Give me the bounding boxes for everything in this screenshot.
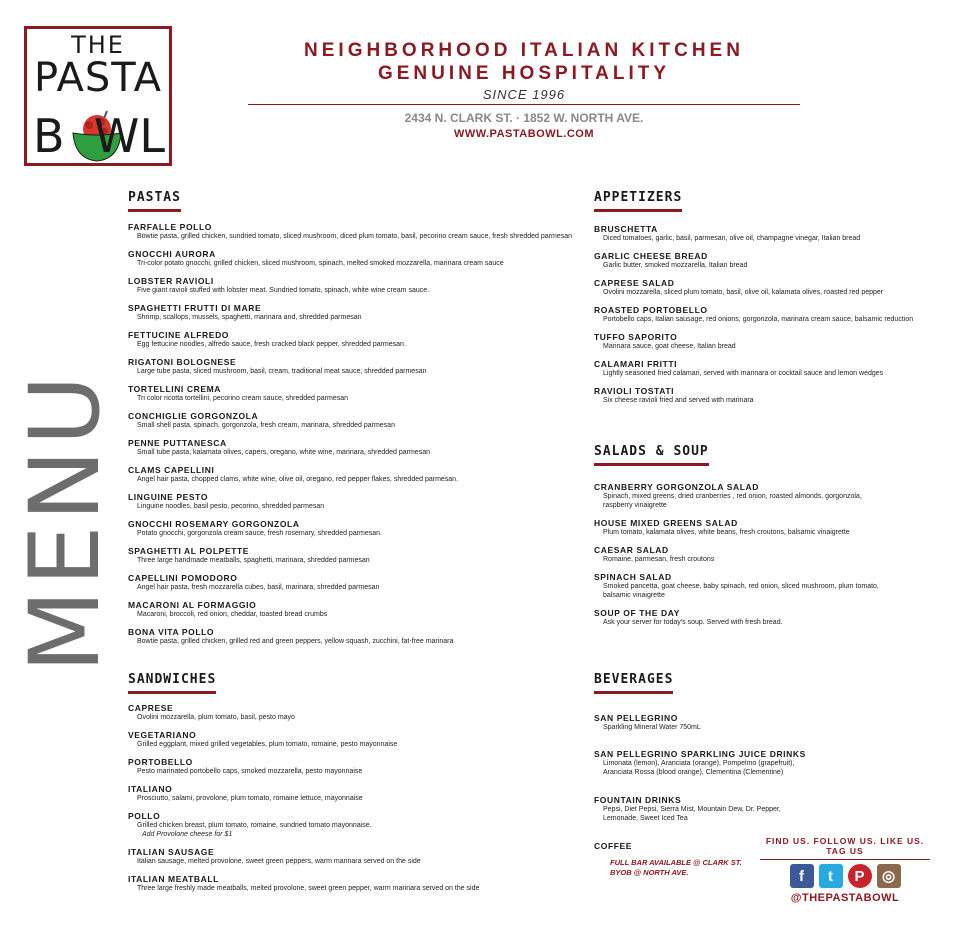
- item-desc: Bowtie pasta, grilled chicken, sundried tomato, sliced mushroom, diced plum tomato, basil, pecorino cream sauce, fresh shredded parmesan: [137, 233, 572, 240]
- salads-title: SALADS & SOUP: [594, 444, 709, 459]
- instagram-icon[interactable]: ◎: [877, 864, 901, 888]
- item-desc: Grilled eggplant, mixed grilled vegetables, plum tomato, romaine, pesto mayonnaise: [137, 741, 398, 748]
- bar-note-clark: FULL BAR AVAILABLE @ CLARK ST.: [610, 858, 742, 867]
- menu-item: [128, 600, 568, 619]
- item-desc: Smoked pancetta, goat cheese, baby spinach, red onion, sliced mushroom, plum tomato,: [603, 583, 879, 590]
- item-name: BRUSCHETTA: [594, 224, 658, 234]
- facebook-icon[interactable]: f: [790, 864, 814, 888]
- item-name: GNOCCHI ROSEMARY GORGONZOLA: [128, 519, 300, 529]
- beverages-heading: [594, 672, 673, 694]
- social-icons: [760, 864, 930, 888]
- salads-heading: [594, 444, 709, 466]
- menu-item: [128, 703, 568, 722]
- item-desc-cont: Lemonade, Sweet Iced Tea: [603, 815, 688, 822]
- item-name: GARLIC CHEESE BREAD: [594, 251, 708, 261]
- logo-b: B: [33, 109, 65, 163]
- logo-the: THE: [71, 31, 125, 59]
- item-desc: Romaine, parmesan, fresh croutons: [603, 556, 715, 563]
- item-name: HOUSE MIXED GREENS SALAD: [594, 518, 738, 528]
- item-desc: Shrimp, scallops, mussels, spaghetti, marinara and, shredded parmesan: [137, 314, 362, 321]
- menu-item: [594, 251, 979, 270]
- item-name: LOBSTER RAVIOLI: [128, 276, 214, 286]
- menu-side-title: [9, 362, 121, 682]
- item-name: POLLO: [128, 811, 161, 821]
- item-desc-cont: balsamic vinaigrette: [603, 592, 665, 599]
- menu-item: [594, 305, 979, 324]
- logo-pasta: PASTA: [33, 55, 162, 101]
- item-name: LINGUINE PESTO: [128, 492, 209, 502]
- item-desc: Prosciutto, salami, provolone, plum tomato, romaine lettuce, mayonnaise: [137, 795, 363, 802]
- item-name: PORTOBELLO: [128, 757, 193, 767]
- item-desc: Tri color ricotta tortellini, pecorino cream sauce, shredded parmesan: [137, 395, 349, 402]
- item-desc: Potato gnocchi, gorgonzola cream sauce, fresh rosemary, shredded parmesan.: [137, 530, 382, 537]
- item-desc: Egg fettucine noodles, alfredo sauce, fresh cracked black pepper, shredded parmesan.: [137, 341, 406, 348]
- item-desc: Three large freshly made meatballs, melted provolone, sweet green pepper, warm marinara served on the side: [137, 885, 480, 892]
- item-desc: Garlic butter, smoked mozzarella, Italian bread: [603, 262, 748, 269]
- item-name: ITALIANO: [128, 784, 173, 794]
- item-name: FETTUCINE ALFREDO: [128, 330, 230, 340]
- appetizers-title: APPETIZERS: [594, 190, 683, 205]
- item-desc: Three large handmade meatballs, spaghetti, marinara, shredded parmesan: [137, 557, 370, 564]
- item-desc: Ask your server for today's soup. Served with fresh bread.: [603, 619, 783, 626]
- item-desc: Limonata (lemon), Aranciata (orange), Pompelmo (grapefruit),: [603, 760, 795, 767]
- menu-item: [594, 608, 979, 627]
- menu-item: [594, 386, 979, 405]
- item-desc-cont: raspberry vinaigrette: [603, 502, 667, 509]
- item-name: SOUP OF THE DAY: [594, 608, 680, 618]
- menu-item: [128, 384, 568, 403]
- item-desc: Tri-color potato gnocchi, grilled chicken, sliced mushroom, spinach, melted smoked mozzarella, marinara cream sauce: [137, 260, 504, 267]
- menu-item: [128, 847, 568, 866]
- item-desc: Spinach, mixed greens, dried cranberries , red onion, roasted almonds, gorgonzola,: [603, 493, 862, 500]
- item-name: SPAGHETTI AL POLPETTE: [128, 546, 250, 556]
- social-handle[interactable]: @THEPASTABOWL: [790, 892, 900, 904]
- menu-item: [594, 841, 734, 851]
- item-desc: Sparkling Mineral Water 750mL: [603, 724, 701, 731]
- menu-item: [128, 573, 568, 592]
- sandwiches-title: SANDWICHES: [128, 672, 217, 687]
- menu-item: [594, 713, 979, 732]
- menu-item: [128, 730, 568, 749]
- item-name: FARFALLE POLLO: [128, 222, 212, 232]
- item-desc: Italian sausage, melted provolone, sweet green peppers, warm marinara served on the side: [137, 858, 421, 865]
- item-name: RAVIOLI TOSTATI: [594, 386, 675, 396]
- item-desc: Linguine noodles, basil pesto, pecorino, shredded parmesan: [137, 503, 325, 510]
- menu-item: [594, 482, 979, 510]
- item-name: BONA VITA POLLO: [128, 627, 215, 637]
- item-name: FOUNTAIN DRINKS: [594, 795, 682, 805]
- item-desc: Angel hair pasta, fresh mozzarella cubes, basil, marinara, shredded parmesan: [137, 584, 380, 591]
- menu-item: [594, 224, 979, 243]
- menu-item: [594, 359, 979, 378]
- menu-item: [128, 546, 568, 565]
- item-name: RIGATONI BOLOGNESE: [128, 357, 237, 367]
- twitter-icon[interactable]: t: [819, 864, 843, 888]
- item-desc: Five giant ravioli stuffed with lobster meat. Sundried tomato, spinach, white wine cream sauce.: [137, 287, 430, 294]
- tagline-kitchen: NEIGHBORHOOD ITALIAN KITCHEN: [304, 40, 744, 61]
- menu-item: [128, 303, 568, 322]
- item-name: PENNE PUTTANESCA: [128, 438, 227, 448]
- item-name: CAPRESE: [128, 703, 174, 713]
- item-name: COFFEE: [594, 841, 633, 851]
- menu-item: [594, 278, 979, 297]
- menu-item: [594, 545, 979, 564]
- item-desc-cont: Aranciata Rossa (blood orange), Clementina (Clementine): [603, 769, 784, 776]
- menu-item: [594, 795, 979, 823]
- item-name: CAPELLINI POMODORO: [128, 573, 238, 583]
- beverages-title: BEVERAGES: [594, 672, 674, 687]
- item-name: TORTELLINI CREMA: [128, 384, 222, 394]
- menu-item: [594, 518, 979, 537]
- menu-item: [128, 784, 568, 803]
- item-desc: Angel hair pasta, chopped clams, white wine, olive oil, oregano, red pepper flakes, shredded parmesan.: [137, 476, 459, 483]
- item-name: GNOCCHI AURORA: [128, 249, 216, 259]
- since-year: SINCE 1996: [482, 87, 566, 102]
- menu-item: [594, 572, 979, 600]
- item-name: CAPRESE SALAD: [594, 278, 675, 288]
- item-name: CALAMARI FRITTI: [594, 359, 678, 369]
- logo: [24, 26, 172, 166]
- item-name: ROASTED PORTOBELLO: [594, 305, 708, 315]
- pinterest-icon[interactable]: P: [848, 864, 872, 888]
- item-name: SPAGHETTI FRUTTI DI MARE: [128, 303, 262, 313]
- menu-item: [128, 492, 568, 511]
- menu-item: [594, 332, 979, 351]
- item-note: Add Provolone cheese for $1: [142, 831, 233, 838]
- menu-item: [128, 330, 568, 349]
- item-name: CLAMS CAPELLINI: [128, 465, 215, 475]
- appetizers-underline: [594, 209, 682, 212]
- beverages-underline: [594, 691, 673, 694]
- sandwiches-heading: [128, 672, 216, 694]
- header-divider: [248, 104, 800, 105]
- menu-item: [128, 276, 568, 295]
- menu-item: [128, 357, 568, 376]
- item-name: CRANBERRY GORGONZOLA SALAD: [594, 482, 759, 492]
- tagline-hospitality: GENUINE HOSPITALITY: [377, 63, 671, 84]
- menu-item: [128, 222, 572, 241]
- item-name: ITALIAN MEATBALL: [128, 874, 219, 884]
- item-name: TUFFO SAPORITO: [594, 332, 678, 342]
- item-desc: Portobello caps, Italian sausage, red onions, gorgonzola, marinara cream sauce, balsamic reduction: [603, 316, 914, 323]
- item-desc: Six cheese ravioli fried and served with marinara: [603, 397, 754, 404]
- logo-wl: WL: [93, 109, 165, 163]
- item-desc: Macaroni, broccoli, red onion, cheddar, toasted bread crumbs: [137, 611, 328, 618]
- item-desc: Bowtie pasta, grilled chicken, grilled red and green peppers, yellow squash, zucchini, fat-free marinara: [137, 638, 454, 645]
- item-desc: Pesto marinated portobello caps, smoked mozzarella, pesto mayonnaise: [137, 768, 363, 775]
- item-name: SAN PELLEGRINO SPARKLING JUICE DRINKS: [594, 749, 806, 759]
- menu-item: [128, 465, 568, 484]
- item-desc: Grilled chicken breast, plum tomato, romaine, sundried tomato mayonnaise.: [137, 822, 372, 829]
- salads-underline: [594, 463, 709, 466]
- item-name: ITALIAN SAUSAGE: [128, 847, 215, 857]
- sandwiches-underline: [128, 691, 216, 694]
- menu-item: [128, 627, 568, 646]
- menu-item: [128, 757, 568, 776]
- item-desc: Ovolini mozzarella, sliced plum tomato, basil, olive oil, kalamata olives, roasted red pepper: [603, 289, 884, 296]
- item-desc: Pepsi, Diet Pepsi, Sierra Mist, Mountain Dew, Dr. Pepper,: [603, 806, 781, 813]
- item-desc: Diced tomatoes, garlic, basil, parmesan, olive oil, champagne vinegar, Italian bread: [603, 235, 861, 242]
- item-desc: Small tube pasta, kalamata olives, capers, oregano, white wine, marinara, shredded parmesan: [137, 449, 430, 456]
- item-name: CONCHIGLIE GORGONZOLA: [128, 411, 259, 421]
- item-name: SPINACH SALAD: [594, 572, 672, 582]
- social-block: [760, 836, 930, 904]
- item-name: VEGETARIANO: [128, 730, 197, 740]
- social-tagline: FIND US. FOLLOW US. LIKE US. TAG US: [765, 836, 925, 856]
- menu-word: MENU: [9, 371, 121, 673]
- item-desc: Large tube pasta, sliced mushroom, basil, cream, traditional meat sauce, shredded parmesan: [137, 368, 427, 375]
- menu-item: [128, 519, 568, 538]
- item-desc: Plum tomato, kalamata olives, white beans, fresh croutons, balsamic vinaigrette: [603, 529, 850, 536]
- item-desc: Ovolini mozzarella, plum tomato, basil, pesto mayo: [137, 714, 295, 721]
- menu-item: [128, 249, 568, 268]
- item-desc: Marinara sauce, goat cheese, Italian bread: [603, 343, 736, 350]
- menu-item: [128, 874, 568, 893]
- bar-note: [610, 858, 742, 878]
- address: 2434 N. CLARK ST. · 1852 W. NORTH AVE.: [404, 111, 644, 125]
- website-link[interactable]: WWW.PASTABOWL.COM: [453, 128, 595, 140]
- item-name: MACARONI AL FORMAGGIO: [128, 600, 257, 610]
- menu-item: [128, 811, 568, 839]
- pastas-heading: [128, 190, 181, 212]
- pastas-underline: [128, 209, 181, 212]
- item-name: CAESAR SALAD: [594, 545, 669, 555]
- menu-item: [128, 438, 568, 457]
- item-name: SAN PELLEGRINO: [594, 713, 678, 723]
- appetizers-heading: [594, 190, 682, 212]
- menu-item: [594, 749, 979, 777]
- social-divider: [760, 859, 930, 860]
- menu-item: [128, 411, 568, 430]
- item-desc: Lightly seasoned fried calamari, served with marinara or cocktail sauce and lemon wedges: [603, 370, 884, 377]
- item-desc: Small shell pasta, spinach, gorgonzola, fresh cream, marinara, shredded parmesan: [137, 422, 395, 429]
- pastas-title: PASTAS: [128, 190, 181, 205]
- bar-note-north: BYOB @ NORTH AVE.: [610, 868, 689, 877]
